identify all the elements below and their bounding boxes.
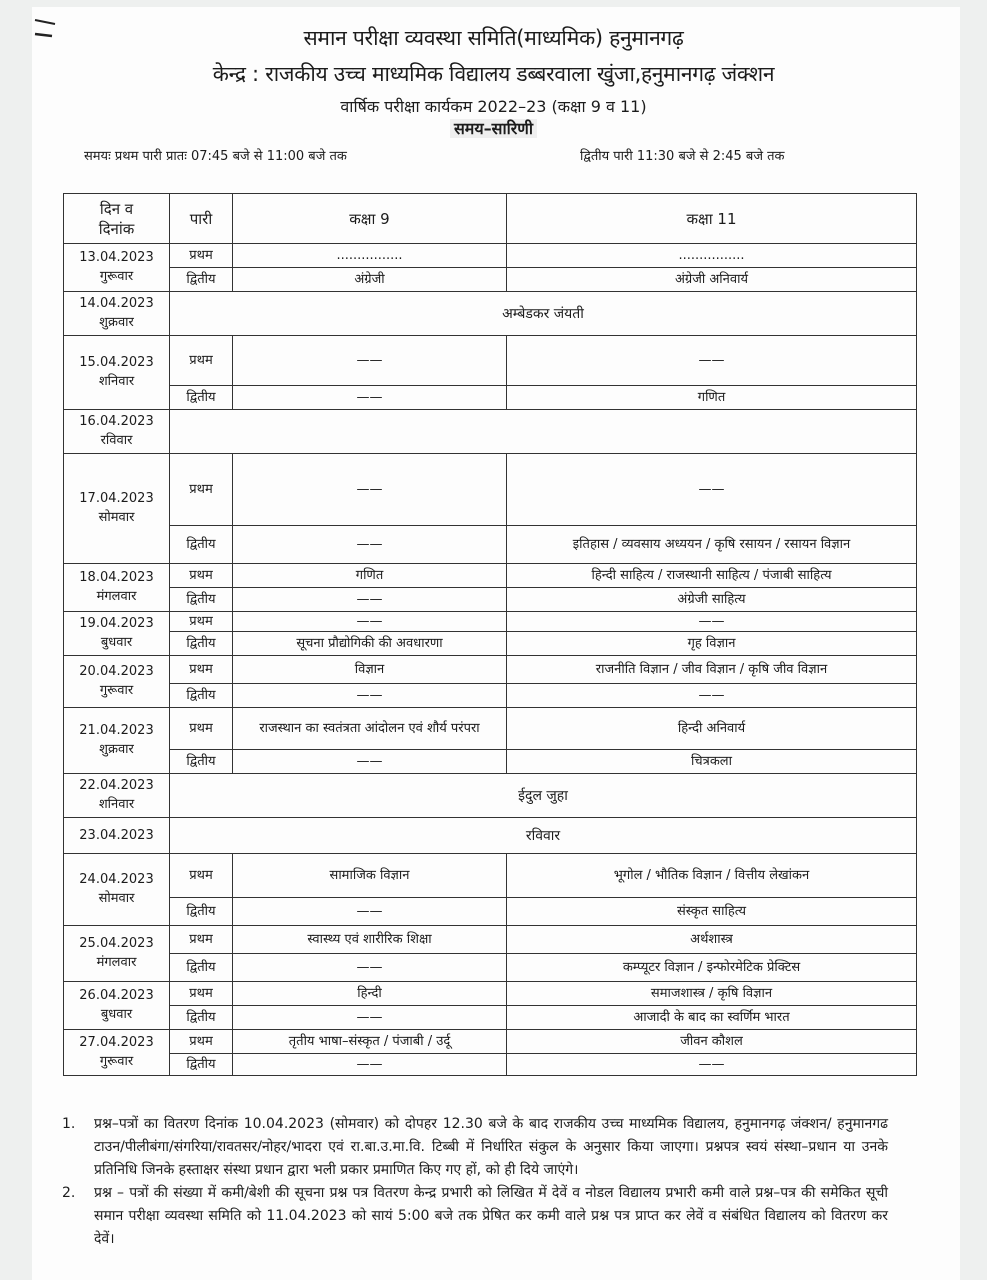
class11-subject: भूगोल / भौतिक विज्ञान / वित्तीय लेखांकन (507, 854, 917, 898)
date-text: 25.04.2023 (79, 936, 154, 951)
day-text: शनिवार (98, 797, 135, 812)
class9-subject: —— (233, 612, 507, 632)
shift-cell: प्रथम (170, 336, 233, 386)
class11-subject: गृह विज्ञान (507, 632, 917, 656)
holiday-row (64, 774, 917, 818)
table-row (64, 708, 917, 750)
class9-subject: विज्ञान (233, 656, 507, 684)
document-title: समान परीक्षा व्यवस्था समिति(माध्यमिक) हनुमानगढ़ (303, 26, 684, 50)
first-shift-time: समयः प्रथम पारी प्रातः 07:45 बजे से 11:00 बजे तक (84, 149, 347, 164)
class9-subject: —— (233, 898, 507, 926)
class11-subject: कम्प्यूटर विज्ञान / इन्फोरमेटिक प्रेक्टिस (507, 954, 917, 982)
table-row (64, 632, 917, 656)
day-text: शुक्रवार (99, 315, 134, 330)
date-cell (64, 292, 170, 336)
shift-cell: द्वितीय (170, 526, 233, 564)
table-row (64, 954, 917, 982)
note-item (62, 1113, 888, 1182)
class11-subject: ................ (507, 244, 917, 268)
class9-subject: —— (233, 454, 507, 526)
class11-subject: अर्थशास्त्र (507, 926, 917, 954)
class9-subject: —— (233, 750, 507, 774)
shift-cell: द्वितीय (170, 684, 233, 708)
holiday-label (170, 410, 917, 454)
class9-subject: हिन्दी (233, 982, 507, 1006)
note-number: 2. (62, 1185, 76, 1201)
date-cell (64, 244, 170, 292)
second-shift-time: द्वितीय पारी 11:30 बजे से 2:45 बजे तक (580, 149, 785, 164)
holiday-row (64, 410, 917, 454)
table-row (64, 244, 917, 268)
date-cell (64, 926, 170, 982)
date-cell (64, 1030, 170, 1076)
date-text: 19.04.2023 (79, 616, 154, 631)
timetable-heading (0, 117, 987, 139)
table-row (64, 526, 917, 564)
table-row (64, 588, 917, 612)
table-row (64, 268, 917, 292)
table-header-row (64, 194, 917, 244)
day-text: गुरूवार (99, 1054, 134, 1069)
class11-subject: —— (507, 612, 917, 632)
table-row (64, 854, 917, 898)
class9-subject: अंग्रेजी (233, 268, 507, 292)
date-text: 15.04.2023 (79, 355, 154, 370)
class9-subject: —— (233, 1006, 507, 1030)
date-cell (64, 410, 170, 454)
class11-subject: इतिहास / व्यवसाय अध्ययन / कृषि रसायन / रसायन विज्ञान (507, 526, 917, 564)
shift-cell: प्रथम (170, 564, 233, 588)
date-text: 16.04.2023 (79, 414, 154, 429)
shift-cell: द्वितीय (170, 1006, 233, 1030)
shift-cell: द्वितीय (170, 954, 233, 982)
date-cell (64, 708, 170, 774)
class11-subject: राजनीति विज्ञान / जीव विज्ञान / कृषि जीव विज्ञान (507, 656, 917, 684)
shift-cell: द्वितीय (170, 898, 233, 926)
date-text: 13.04.2023 (79, 250, 154, 265)
date-text: 27.04.2023 (79, 1035, 154, 1050)
timetable-body (64, 244, 917, 1076)
table-row (64, 750, 917, 774)
class9-subject: तृतीय भाषा–संस्कृत / पंजाबी / उर्दू (233, 1030, 507, 1054)
class9-subject: —— (233, 684, 507, 708)
header-date: दिन व दिनांक (64, 194, 170, 244)
date-text: 23.04.2023 (79, 827, 154, 843)
shift-cell: द्वितीय (170, 588, 233, 612)
date-cell (64, 454, 170, 564)
shift-cell: द्वितीय (170, 632, 233, 656)
timetable-heading-text: समय–सारिणी (450, 119, 537, 138)
holiday-label: रविवार (170, 818, 917, 854)
table-row (64, 898, 917, 926)
table-row (64, 1030, 917, 1054)
exam-program: वार्षिक परीक्षा कार्यकम 2022–23 (कक्षा 9 व 11) (340, 97, 647, 116)
holiday-label: ईदुल जुहा (170, 774, 917, 818)
day-text: गुरूवार (99, 683, 134, 698)
table-row (64, 684, 917, 708)
date-text: 26.04.2023 (79, 988, 154, 1003)
header-class9: कक्षा 9 (233, 194, 507, 244)
shift-cell: द्वितीय (170, 386, 233, 410)
shift-cell: प्रथम (170, 708, 233, 750)
class9-subject: स्वास्थ्य एवं शारीरिक शिक्षा (233, 926, 507, 954)
date-text: 17.04.2023 (79, 491, 154, 506)
date-text: 24.04.2023 (79, 872, 154, 887)
date-cell (64, 774, 170, 818)
class11-subject: अंग्रेजी साहित्य (507, 588, 917, 612)
note-item (62, 1182, 888, 1251)
class11-subject: हिन्दी साहित्य / राजस्थानी साहित्य / पंजाबी साहित्य (507, 564, 917, 588)
table-row (64, 336, 917, 386)
day-text: बुधवार (100, 635, 133, 650)
class9-subject: —— (233, 1054, 507, 1076)
date-cell (64, 564, 170, 612)
class9-subject: —— (233, 588, 507, 612)
date-text: 22.04.2023 (79, 778, 154, 793)
date-text: 14.04.2023 (79, 296, 154, 311)
shift-cell: प्रथम (170, 854, 233, 898)
table-row (64, 1006, 917, 1030)
table-row (64, 656, 917, 684)
shift-cell: प्रथम (170, 244, 233, 268)
day-text: मंगलवार (96, 589, 137, 604)
class9-subject: ................ (233, 244, 507, 268)
date-cell (64, 336, 170, 410)
day-text: बुधवार (100, 1007, 133, 1022)
class9-subject: —— (233, 526, 507, 564)
shift-cell: द्वितीय (170, 1054, 233, 1076)
class11-subject: —— (507, 336, 917, 386)
class11-subject: चित्रकला (507, 750, 917, 774)
class11-subject: गणित (507, 386, 917, 410)
table-row (64, 386, 917, 410)
shift-cell: प्रथम (170, 656, 233, 684)
class11-subject: —— (507, 684, 917, 708)
holiday-row (64, 292, 917, 336)
class11-subject: संस्कृत साहित्य (507, 898, 917, 926)
class11-subject: अंग्रेजी अनिवार्य (507, 268, 917, 292)
class11-subject: हिन्दी अनिवार्य (507, 708, 917, 750)
class9-subject: राजस्थान का स्वतंत्रता आंदोलन एवं शौर्य परंपरा (233, 708, 507, 750)
table-row (64, 564, 917, 588)
note-number: 1. (62, 1116, 76, 1132)
day-text: गुरूवार (99, 269, 134, 284)
day-text: सोमवार (98, 510, 135, 525)
class11-subject: जीवन कौशल (507, 1030, 917, 1054)
class9-subject: सामाजिक विज्ञान (233, 854, 507, 898)
class9-subject: गणित (233, 564, 507, 588)
table-row (64, 1054, 917, 1076)
header-shift: पारी (170, 194, 233, 244)
day-text: शुक्रवार (99, 742, 134, 757)
table-row (64, 982, 917, 1006)
day-text: शनिवार (98, 374, 135, 389)
timetable (63, 193, 917, 1076)
class11-subject: —— (507, 1054, 917, 1076)
day-text: रविवार (100, 433, 133, 448)
class11-subject: —— (507, 454, 917, 526)
notes (62, 1113, 888, 1251)
class9-subject: —— (233, 386, 507, 410)
date-cell (64, 612, 170, 656)
shift-cell: द्वितीय (170, 750, 233, 774)
centre-name: केन्द्र : राजकीय उच्च माध्यमिक विद्यालय डब्बरवाला खुंजा,हनुमानगढ़ जंक्शन (212, 62, 775, 86)
table-row (64, 454, 917, 526)
day-text: मंगलवार (96, 955, 137, 970)
shift-cell: प्रथम (170, 982, 233, 1006)
shift-cell: प्रथम (170, 612, 233, 632)
class11-subject: आजादी के बाद का स्वर्णिम भारत (507, 1006, 917, 1030)
class11-subject: समाजशास्त्र / कृषि विज्ञान (507, 982, 917, 1006)
date-text: 20.04.2023 (79, 664, 154, 679)
shift-cell: प्रथम (170, 454, 233, 526)
date-text: 18.04.2023 (79, 570, 154, 585)
shift-cell: द्वितीय (170, 268, 233, 292)
note-text: प्रश्न – पत्रों की संख्या में कमी/बेशी की सूचना प्रश्न पत्र वितरण केन्द्र प्रभारी को लिखित में देवें व नोडल विद्यालय प्रभारी कमी वाले प्रश्न–पत्र की समेकित सूची समान परीक्षा व्यवस्था समिति को 11.04.2023 को सायं 5:00 बजे तक प्रेषित कर कमी वाले प्रश्न पत्र प्राप्त कर लेवें व संबंधित विद्यालय को वितरण कर देवें। (94, 1185, 888, 1247)
date-cell (64, 656, 170, 708)
date-cell (64, 818, 170, 854)
class9-subject: सूचना प्रौद्योगिकी की अवधारणा (233, 632, 507, 656)
holiday-row (64, 818, 917, 854)
shift-cell: प्रथम (170, 926, 233, 954)
date-cell (64, 854, 170, 926)
header-class11: कक्षा 11 (507, 194, 917, 244)
class9-subject: —— (233, 954, 507, 982)
holiday-label: अम्बेडकर जंयती (170, 292, 917, 336)
note-text: प्रश्न–पत्रों का वितरण दिनांक 10.04.2023 (सोमवार) को दोपहर 12.30 बजे के बाद राजकीय उच्च माध्यमिक विद्यालय, हनुमानगढ़ जंक्शन/ हनुमानगढ टाउन/पीलीबंगा/संगरिया/रावतसर/नोहर/भादरा एवं रा.बा.उ.मा.वि. टिब्बी में निर्धारित संकुल के अनुसार किया जाएगा। प्रश्नपत्र स्वयं संस्था–प्रधान या उनके प्रतिनिधि जिनके हस्ताक्षर संस्था प्रधान द्वारा भली प्रकार प्रमाणित किए गए हों, को ही दिये जाएंगे। (94, 1116, 888, 1178)
day-text: सोमवार (98, 891, 135, 906)
table-row (64, 612, 917, 632)
shift-cell: प्रथम (170, 1030, 233, 1054)
date-cell (64, 982, 170, 1030)
table-row (64, 926, 917, 954)
date-text: 21.04.2023 (79, 723, 154, 738)
class9-subject: —— (233, 336, 507, 386)
